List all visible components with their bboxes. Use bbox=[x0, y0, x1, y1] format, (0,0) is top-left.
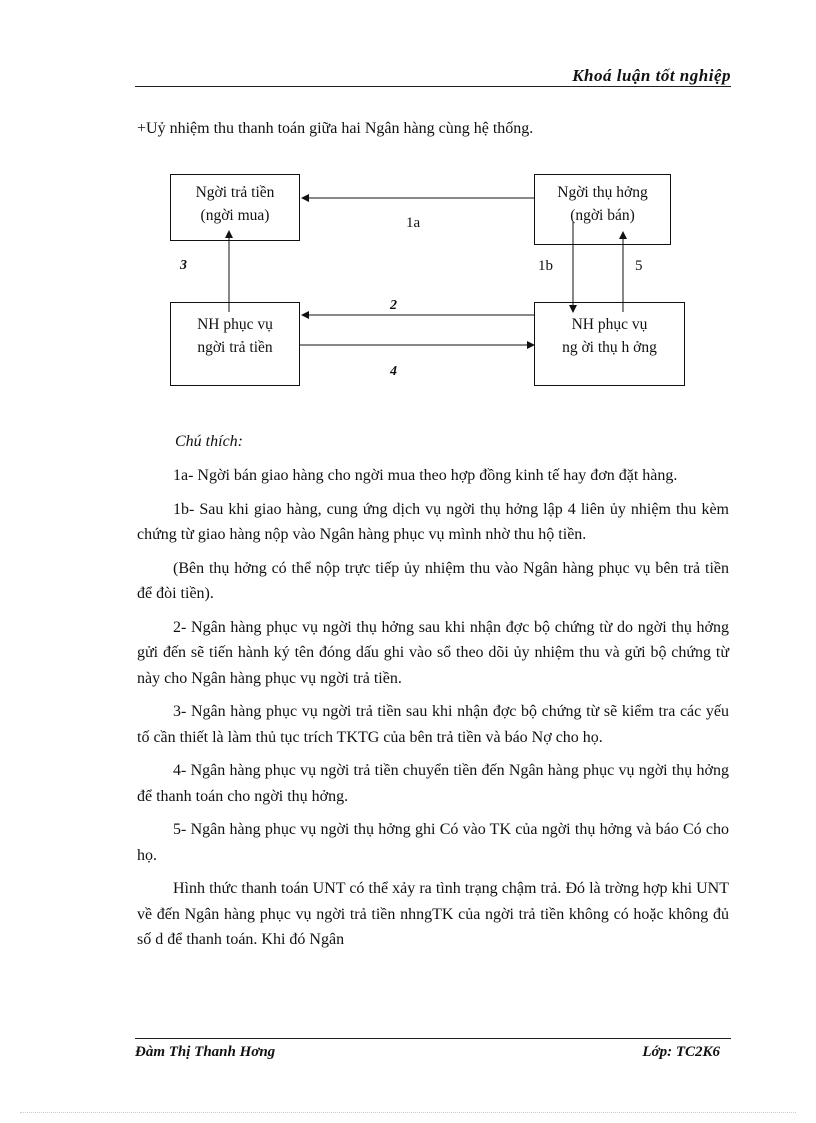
label-4: 4 bbox=[390, 364, 397, 379]
note-paragraph: 1b- Sau khi giao hàng, cung ứng dịch vụ ngời thụ hởng lập 4 liên ủy nhiệm thu kèm chứng từ giao hàng nộp vào Ngân hàng phục vụ mình nhờ thu hộ tiền. bbox=[137, 500, 729, 543]
note-paragraph: Hình thức thanh toán UNT có thể xảy ra tình trạng chậm trả. Đó là trờng hợp khi UNT về đến Ngân hàng phục vụ ngời trả tiền nhngTK của ngời trả tiền không có hoặc không đủ số d để thanh toán. Khi đó Ngân bbox=[137, 880, 729, 948]
box-bank-payer-line1: NH phục vụ bbox=[197, 316, 273, 333]
label-5: 5 bbox=[635, 258, 643, 274]
page-bottom-dotted-line bbox=[20, 1112, 796, 1113]
note-paragraph: (Bên thụ hởng có thể nộp trực tiếp ủy nhiệm thu vào Ngân hàng phục vụ bên trả tiền để đòi tiền). bbox=[137, 559, 729, 602]
notes-heading: Chú thích: bbox=[175, 433, 243, 450]
label-2: 2 bbox=[390, 298, 397, 313]
box-payer-line1: Ngời trả tiền bbox=[195, 184, 275, 201]
box-bank-payee-line1: NH phục vụ bbox=[571, 316, 648, 333]
box-bank-payer-line2: ngời trả tiền bbox=[197, 339, 273, 356]
intro-line: +Uỷ nhiệm thu thanh toán giữa hai Ngân hàng cùng hệ thống. bbox=[137, 120, 534, 137]
running-header-title: Khoá luận tốt nghiệp bbox=[572, 66, 731, 85]
label-1b: 1b bbox=[538, 258, 553, 274]
footer-author: Đàm Thị Thanh Hơng bbox=[135, 1044, 276, 1060]
box-payee-line2: (ngời bán) bbox=[570, 207, 635, 224]
box-payee-line1: Ngời thụ hởng bbox=[557, 184, 648, 201]
note-paragraph: 4- Ngân hàng phục vụ ngời trả tiền chuyển tiền đến Ngân hàng phục vụ ngời thụ hởng để thanh toán cho ngời thụ hởng. bbox=[137, 762, 729, 805]
note-paragraph: 1a- Ngời bán giao hàng cho ngời mua theo hợp đồng kinh tế hay đơn đặt hàng. bbox=[173, 467, 678, 484]
notes-body bbox=[137, 463, 729, 961]
note-paragraph: 2- Ngân hàng phục vụ ngời thụ hởng sau khi nhận đợc bộ chứng từ do ngời thụ hởng gửi đến sẽ tiến hành ký tên đóng dấu ghi vào sổ theo dõi ủy nhiệm thu và gửi bộ chứng từ này cho Ngân hàng phục vụ ngời trả tiền. bbox=[137, 618, 729, 687]
note-paragraph: 5- Ngân hàng phục vụ ngời thụ hởng ghi Có vào TK của ngời thụ hởng và báo Có cho họ. bbox=[137, 821, 729, 864]
label-3: 3 bbox=[180, 258, 187, 273]
footer-class: Lớp: TC2K6 bbox=[642, 1044, 720, 1060]
note-paragraph: 3- Ngân hàng phục vụ ngời trả tiền sau khi nhận đợc bộ chứng từ sẽ kiểm tra các yếu tố cần thiết là làm thủ tục trích TKTG của bên trả tiền và báo Nợ cho họ. bbox=[137, 703, 729, 746]
label-1a: 1a bbox=[406, 215, 421, 231]
footer-rule bbox=[135, 1038, 731, 1039]
box-bank-payee-line2: ng ời thụ h ởng bbox=[562, 339, 657, 356]
box-payer-line2: (ngời mua) bbox=[200, 207, 270, 224]
